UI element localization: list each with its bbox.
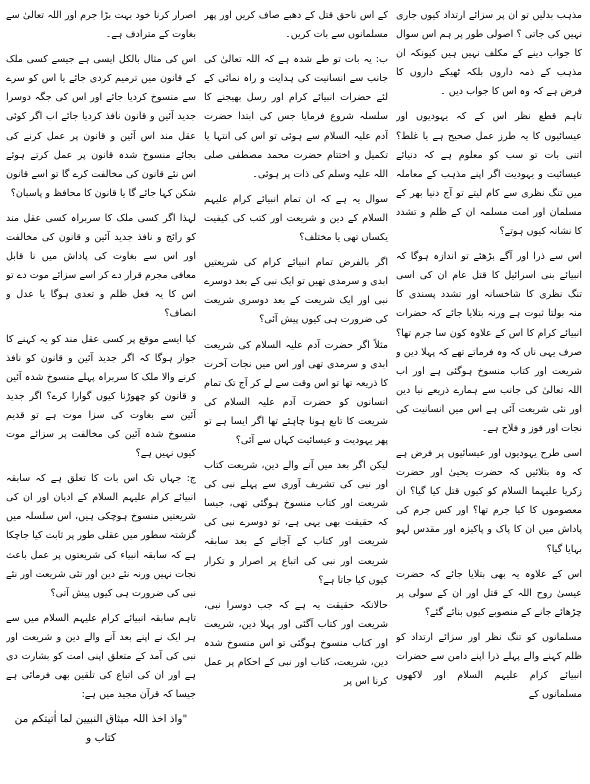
paragraph: مذہب بدلیں تو ان پر سزائے ارتداد کیوں جاری نہیں کی جاتی ؟ اصولی طور پر ہم اس سوال کا جواب دینے کے مکلف نہیں ہیں کیونکہ ان مذہب کے ذمہ داروں بلکہ ٹھیکے داروں کا فرض ہے کہ وہ اس کا جواب دیں ۔ [396, 10, 582, 98]
paragraph: لہذا اگر کسی ملک کا سربراہ کسی عقل مند کو رائج و نافذ جدید آئین و قانون کی مخالفت اور اس سے بغاوت کی پاداش میں نا قابل معافی مجرم قرار دے کر اسے سزائے موت دے تو اس کا یہ فعل ظلم و تعدی ہوگا یا عدل و انصاف؟ [6, 212, 196, 320]
paragraph: اصرار کرنا خود بہت بڑا جرم اور اللہ تعالیٰ سے بغاوت کے مترادف ہے۔ [6, 10, 196, 41]
column-middle [204, 6, 388, 780]
paragraph: ج: جہاں تک اس بات کا تعلق ہے کہ سابقہ انبیائے کرام علیہم السلام کے ادیان اور ان کی شریعتیں منسوخ ہوچکی ہیں، اس سلسلہ میں گزشتہ سطور میں عقلی طور پر ثابت کیا جاچکا ہے کہ سابقہ انبیاء کی شریعتوں پر عمل باعث نجات نہیں ورنہ نئے دین اور نئی شریعت اور نئے نبی کی ضرورت ہی کیوں پیش آتی؟ [6, 473, 196, 599]
paragraph: اس کے علاوہ یہ بھی بتلایا جائے کہ حضرت عیسیٰ روح اللہ کے قتل اور ان کے سولی پر چڑھائے جانے کے منصوبے کیوں بنائے گئے؟ [396, 568, 582, 618]
column-left [6, 6, 196, 780]
paragraph: مسلمانوں کو تنگ نظر اور سزائے ارتداد کو ظلم کہنے والے پہلے ذرا اپنے دامن سے حضرات انبیائے کرام علیہم السلام اور لاکھوں مسلمانوں کے [396, 631, 582, 701]
paragraph: ب: یہ بات تو طے شدہ ہے کہ اللہ تعالیٰ کی جانب سے انسانیت کی ہدایت و راہ نمائی کے لئے حضرات انبیائے کرام اور رسل بھیجنے کا سلسلہ شروع فرمایا جس کی ابتدا حضرت آدم علیہ السلام سے ہوئی تو اس کی انتہا یا تکمیل و اختتام حضرت محمد مصطفی صلی اللہ علیہ وسلم کی ذات پر ہوئی۔ [204, 54, 388, 180]
column-right [396, 6, 582, 780]
quran-verse: "واذ اخذ اللہ میثاق النبیین لما اٰتیتکم من کتاب و [14, 713, 188, 745]
paragraph: لیکن اگر بعد میں آنے والے دین، شریعت کتاب اور نبی کی تشریف آوری سے پہلے نبی کی شریعت اور کتاب منسوخ ہوگئی تھی، جیسا کہ حقیقت بھی یہی ہے، تو دوسرے نبی کی شریعت اور کتاب کے آجانے کے بعد سابقہ شریعت اور نبی کی اتباع پر اصرار و تکرار کیوں کیا جاتا ہے؟ [204, 460, 388, 586]
paragraph: کے اس ناحق قتل کے دھبے صاف کریں اور پھر مسلمانوں سے بات کریں۔ [204, 10, 388, 41]
paragraph: اگر بالفرض تمام انبیائے کرام کی شریعتیں ابدی و سرمدی تھیں تو ایک نبی کے بعد دوسرے نبی اور ایک شریعت کے بعد دوسری شریعت کی ضرورت ہی کیوں پیش آئی؟ [204, 257, 388, 326]
paragraph: اس کی مثال بالکل ایسی ہے جیسے کسی ملک کے قانون میں ترمیم کردی جائے یا اس کو سرے سے منسوخ کردیا جائے اور اس کی جگہ دوسرا جدید آئین و قانون نافذ کردیا جائے اب اگر کوئی عقل مند اس آئین و قانون پر عمل کرنے کی بجائے منسوخ شدہ قانون پر عمل کرتے ہوئے اس نئے قانون کی مخالفت کرے گا تو اسے قانون شکن کہا جائے گا یا قانون کا محافظ و پاسبان؟ [6, 54, 196, 199]
paragraph: تاہم سابقہ انبیائے کرام علیہم السلام میں سے ہر ایک نے اپنے بعد آنے والے دین و شریعت اور نبی کی آمد کے متعلق اپنی امت کو بشارت دی ہے اور ان کی اتباع کی تلقین بھی فرمائی ہے جیسا کہ قرآن مجید میں ہے: [6, 612, 196, 701]
paragraph: کیا ایسے موقع پر کسی عقل مند کو یہ کہنے کا جواز ہوگا کہ اگر جدید آئین و قانون کو نافذ کرنے والا ملک کا سربراہ پہلے منسوخ شدہ آئین و قانون کو چھوڑنا کیوں گوارا کرے؟ اگر جدید آئین سے بغاوت کی سزا موت ہے تو قدیم منسوخ شدہ آئین کی مخالفت پر سزائے موت کیوں نہیں ہے؟ [6, 333, 196, 460]
paragraph: مثلاً اگر حضرت آدم علیہ السلام کی شریعت ابدی و سرمدی تھی اور اس میں نجات آخرت کا ذریعہ تھا تو اس وقت سے لے کر آج تک تمام انسانوں کو حضرت آدم علیہ السلام کی شریعت کا تابع ہونا چاہئے تھا اگر ایسا ہے تو پھر یہودیت و عیسائیت کہاں سے آئی؟ [204, 339, 388, 446]
paragraph: اس سے ذرا اور آگے بڑھئے تو اندازہ ہوگا کہ انبیائے بنی اسرائیل کا قتل عام ان کی اسی تنگ نظری کا شاخسانہ اور تشدد پسندی کا منہ بولتا ثبوت ہے ورنہ بتلایا جائے کہ حضرات انبیائے کرام کا اس کے علاوہ کون سا جرم تھا؟ صرف یہی ناں کہ وہ فرماتے تھے کہ پہلا دین و شریعت اور کتاب منسوخ ہوگئی ہے اور اب اللہ تعالیٰ کی جانب سے ہمارے ذریعے نیا دین اور نئی شریعت آئی ہے اس میں انسانیت کی نجات اور فوز و فلاح ہے۔ [396, 251, 582, 434]
paragraph: تاہم قطع نظر اس کے کہ یہودیوں اور عیسائیوں کا یہ طرز عمل صحیح ہے یا غلط؟ اتنی بات تو سب کو معلوم ہے کہ دنیائے عیسائیت و یہودیت اگر اپنے مذہب کے معاملہ میں تنگ نظری سے کام لیتے تو آج دنیا بھر کے مسلمان اور امت مسلمہ ان کے ظلم و تشدد کا نشانہ کیوں ہوتے؟ [396, 111, 582, 238]
paragraph: سوال یہ ہے کہ ان تمام انبیائے کرام علیہم السلام کے دین و شریعت اور کتب کی کیفیت یکساں تھی یا مختلف؟ [204, 193, 388, 244]
paragraph: اسی طرح یہودیوں اور عیسائیوں پر فرض ہے کہ وہ بتلائیں کہ حضرت یحییٰ اور حضرت زکریا علیہما السلام کو کیوں قتل کیا گیا؟ ان معصوموں کا کیا جرم تھا؟ اور کس جرم کی پاداش میں ان کا پاک و پاکیزہ اور مقدس لہو بہایا گیا؟ [396, 448, 582, 555]
paragraph: حالانکہ حقیقت یہ ہے کہ جب دوسرا نبی، شریعت اور کتاب آگئی اور پہلا دین، شریعت اور کتاب منسوخ ہوگئی تو اس منسوخ شدہ دین، شریعت، کتاب اور نبی کے احکام پر عمل کرنا اس پر [204, 599, 388, 688]
